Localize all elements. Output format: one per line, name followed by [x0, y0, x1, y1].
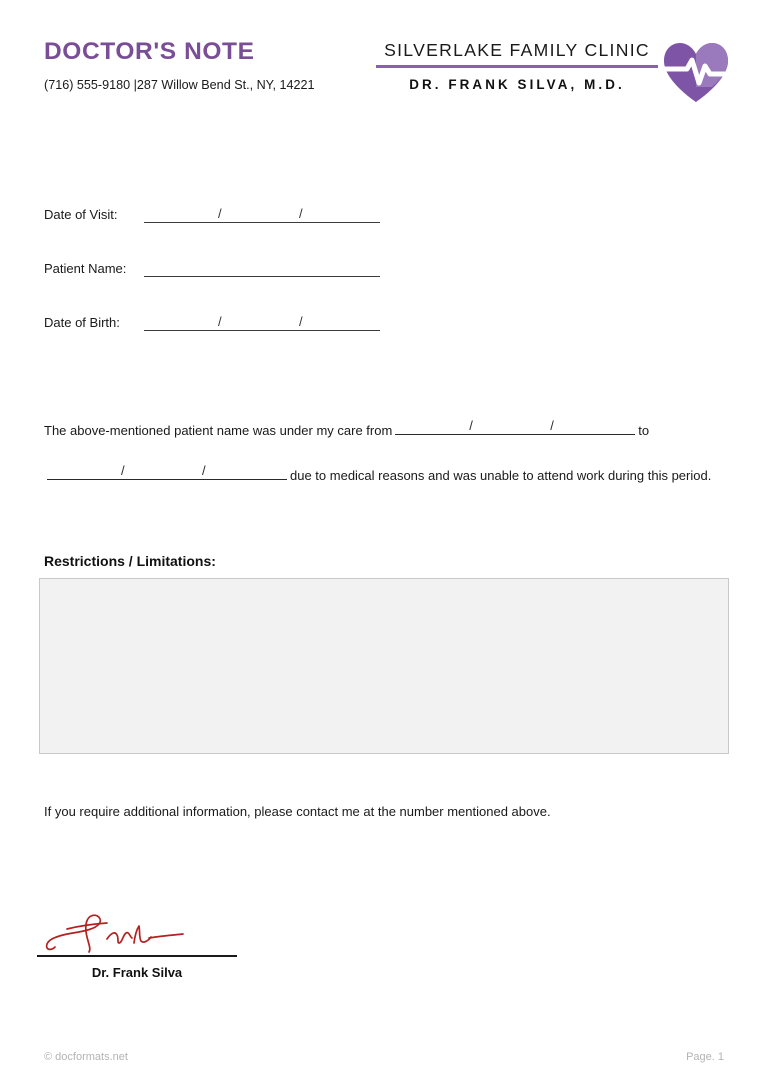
header-left — [44, 40, 384, 93]
doctor-name-header: DR. FRANK SILVA, M.D. — [409, 77, 625, 93]
statement-part-1: The above-mentioned patient name was under my care from — [44, 423, 393, 438]
handwritten-signature — [37, 905, 237, 957]
footer-copyright: © docformats.net — [44, 1051, 128, 1063]
header-right — [376, 40, 724, 92]
date-slash-2: / — [299, 206, 303, 221]
dob-slash-1: / — [218, 314, 222, 329]
date-slash-1: / — [218, 206, 222, 221]
care-to-slash-2: / — [202, 463, 206, 478]
field-row-date-of-visit — [44, 203, 380, 223]
footer-page-number: Page. 1 — [686, 1051, 724, 1063]
contact-note: If you require additional information, please contact me at the number mentioned above. — [44, 804, 551, 819]
label-date-of-birth: Date of Birth: — [44, 315, 120, 330]
signature-line — [37, 955, 237, 957]
restrictions-heading: Restrictions / Limitations: — [44, 553, 216, 569]
statement-part-2: to — [638, 423, 650, 438]
dob-slash-2: / — [299, 314, 303, 329]
page-footer — [44, 1051, 724, 1063]
brand-divider — [376, 65, 658, 68]
restrictions-textarea[interactable] — [39, 578, 729, 754]
page-title: DOCTOR'S NOTE — [44, 38, 255, 65]
input-patient-name[interactable] — [144, 257, 380, 277]
care-from-slash-2: / — [550, 418, 554, 433]
label-date-of-visit: Date of Visit: — [44, 207, 118, 222]
label-patient-name: Patient Name: — [44, 261, 127, 276]
clinic-name: SILVERLAKE FAMILY CLINIC — [384, 40, 650, 60]
brand-block — [376, 40, 658, 92]
field-row-date-of-birth — [44, 311, 380, 331]
statement-part-3: due to medical reasons and was unable to attend work during this period. — [290, 468, 712, 483]
heart-pulse-icon — [659, 38, 733, 106]
care-from-slash-1: / — [469, 418, 473, 433]
signature-area — [37, 905, 237, 980]
field-row-patient-name — [44, 257, 380, 277]
clinic-contact-line: (716) 555-9180 |287 Willow Bend St., NY, 14221 — [44, 77, 315, 92]
input-date-of-visit[interactable] — [144, 203, 380, 223]
input-care-from-date[interactable] — [395, 415, 635, 435]
care-to-slash-1: / — [121, 463, 125, 478]
signature-printed-name: Dr. Frank Silva — [91, 964, 183, 980]
care-statement-paragraph — [44, 408, 716, 498]
input-date-of-birth[interactable] — [144, 311, 380, 331]
input-care-to-date[interactable] — [47, 460, 287, 480]
